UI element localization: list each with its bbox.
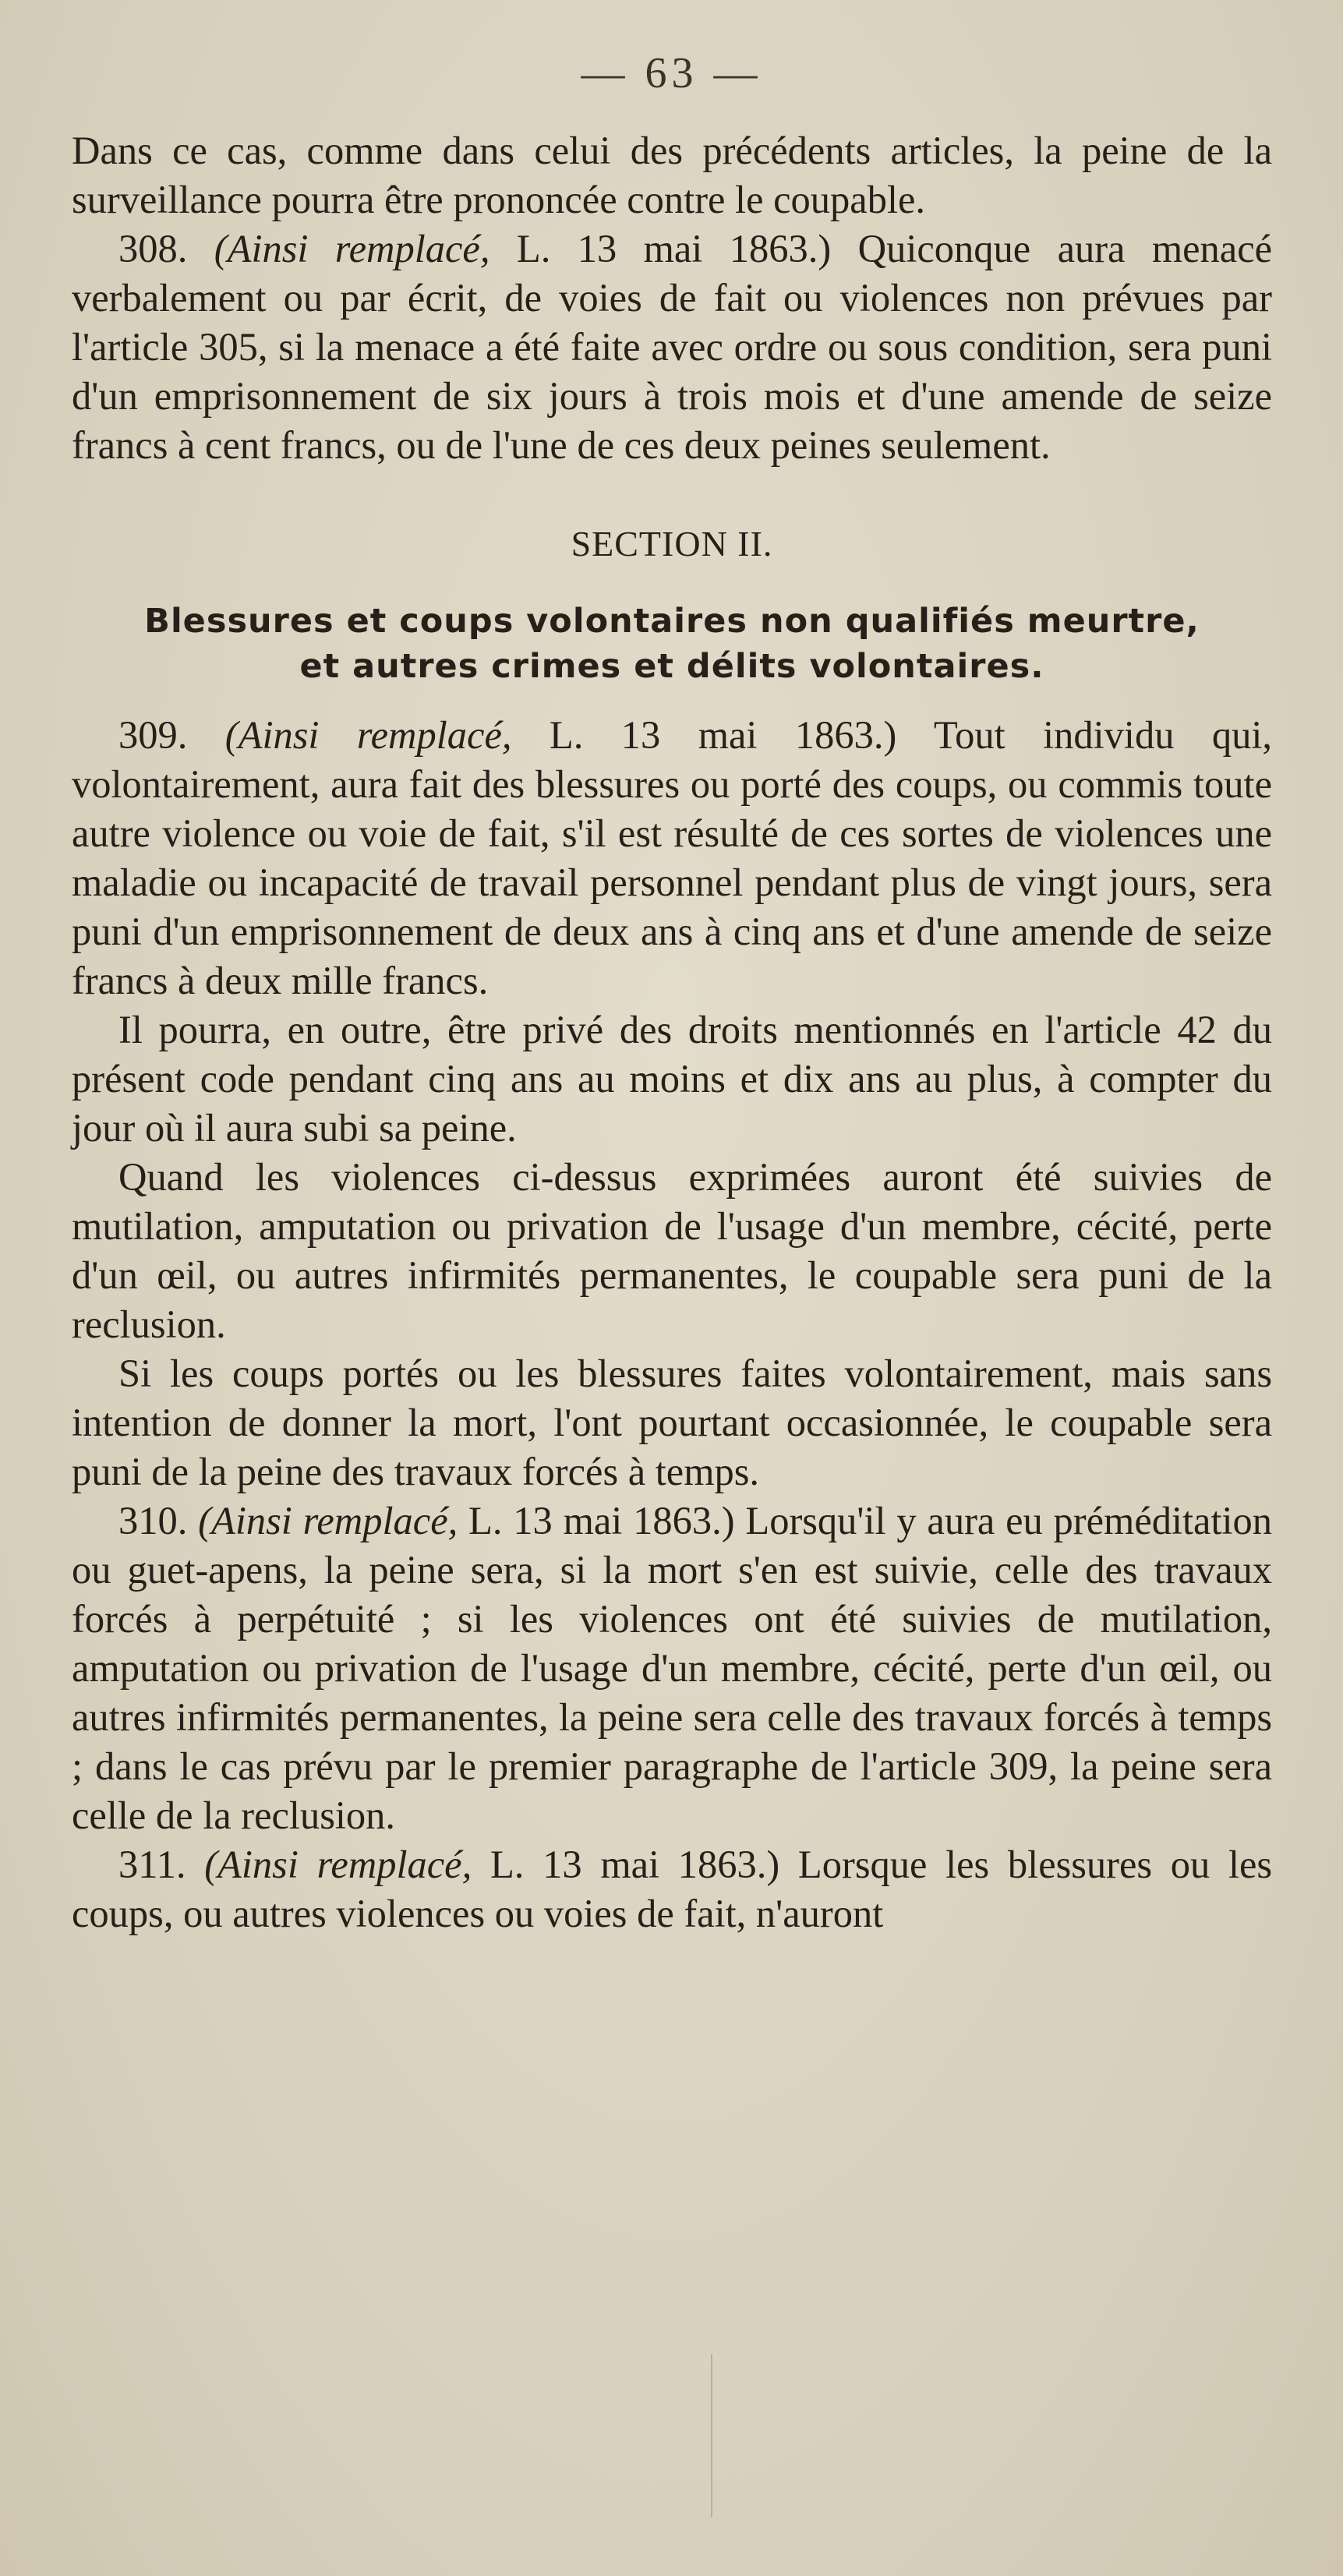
article-308	[72, 224, 1272, 470]
article-309	[72, 711, 1272, 1005]
paper-crease-mark	[711, 2354, 712, 2518]
paragraph-intro: Dans ce cas, comme dans celui des précédents articles, la peine de la surveillance pourra être prononcée contre le coupable.	[72, 129, 1272, 221]
article-number: 311.	[118, 1843, 186, 1886]
text-column	[72, 126, 1272, 1938]
law-reference: L. 13 mai 1863.)	[516, 227, 832, 270]
article-text: Lorsqu'il y aura eu préméditation ou guet-apens, la peine sera, si la mort s'en est suivie, celle des travaux forcés à perpétuité ; si les violences ont été suivies de mutilation, amputation ou privation de l'usage d'un membre, cécité, perte d'un œil, ou autres infirmités permanentes, la peine sera celle des travaux forcés à temps ; dans le cas prévu par le premier paragraphe de l'article 309, la peine sera celle de la reclusion.	[72, 1499, 1273, 1837]
article-number: 309.	[118, 713, 188, 757]
law-reference: L. 13 mai 1863.)	[489, 1843, 780, 1886]
section-title	[72, 599, 1272, 689]
page-number: — 63 —	[581, 49, 762, 97]
article-309-paragraph-4: Si les coups portés ou les blessures faites volontairement, mais sans intention de donner la mort, l'ont pourtant occasionnée, le coupable sera puni de la peine des travaux forcés à temps.	[72, 1352, 1272, 1493]
section-number: SECTION II.	[571, 524, 773, 564]
amendment-note: (Ainsi remplacé,	[224, 713, 512, 757]
article-309-paragraph-2: Il pourra, en outre, être privé des droits mentionnés en l'article 42 du présent code pendant cinq ans au moins et dix ans au plus, à compter du jour où il aura subi sa peine.	[72, 1008, 1272, 1150]
law-reference: L. 13 mai 1863.)	[468, 1499, 735, 1542]
amendment-note: (Ainsi remplacé,	[214, 227, 490, 270]
article-310	[72, 1496, 1272, 1840]
article-309-paragraph-3: Quand les violences ci-dessus exprimées auront été suivies de mutilation, amputation ou privation de l'usage d'un membre, cécité, perte d'un œil, ou autres infirmités permanentes, le coupable sera puni de la reclusion.	[72, 1155, 1272, 1346]
section-title-line-2: et autres crimes et délits volontaires.	[299, 647, 1044, 686]
article-text: Tout individu qui, volontairement, aura fait des blessures ou porté des coups, ou commis toute autre violence ou voie de fait, s'il est résulté de ces sortes de violences une maladie ou incapacité de travail personnel pendant plus de vingt jours, sera puni d'un emprisonnement de deux ans à cinq ans et d'une amende de seize francs à deux mille francs.	[72, 713, 1273, 1002]
section-title-line-1: Blessures et coups volontaires non qualifiés meurtre,	[144, 602, 1200, 641]
law-reference: L. 13 mai 1863.)	[549, 713, 897, 757]
article-number: 310.	[118, 1499, 188, 1542]
amendment-note: (Ainsi remplacé,	[198, 1499, 458, 1542]
amendment-note: (Ainsi remplacé,	[204, 1843, 472, 1886]
article-text: Lorsque les blessures ou les coups, ou autres violences ou voies de fait, n'auront	[72, 1843, 1273, 1935]
article-311	[72, 1840, 1272, 1938]
article-number: 308.	[118, 227, 188, 270]
article-text: Quiconque aura menacé verbalement ou par écrit, de voies de fait ou violences non prévues par l'article 305, si la menace a été faite avec ordre ou sous condition, sera puni d'un emprisonnement de six jours à trois mois et d'une amende de seize francs à cent francs, ou de l'une de ces deux peines seulement.	[72, 227, 1273, 467]
